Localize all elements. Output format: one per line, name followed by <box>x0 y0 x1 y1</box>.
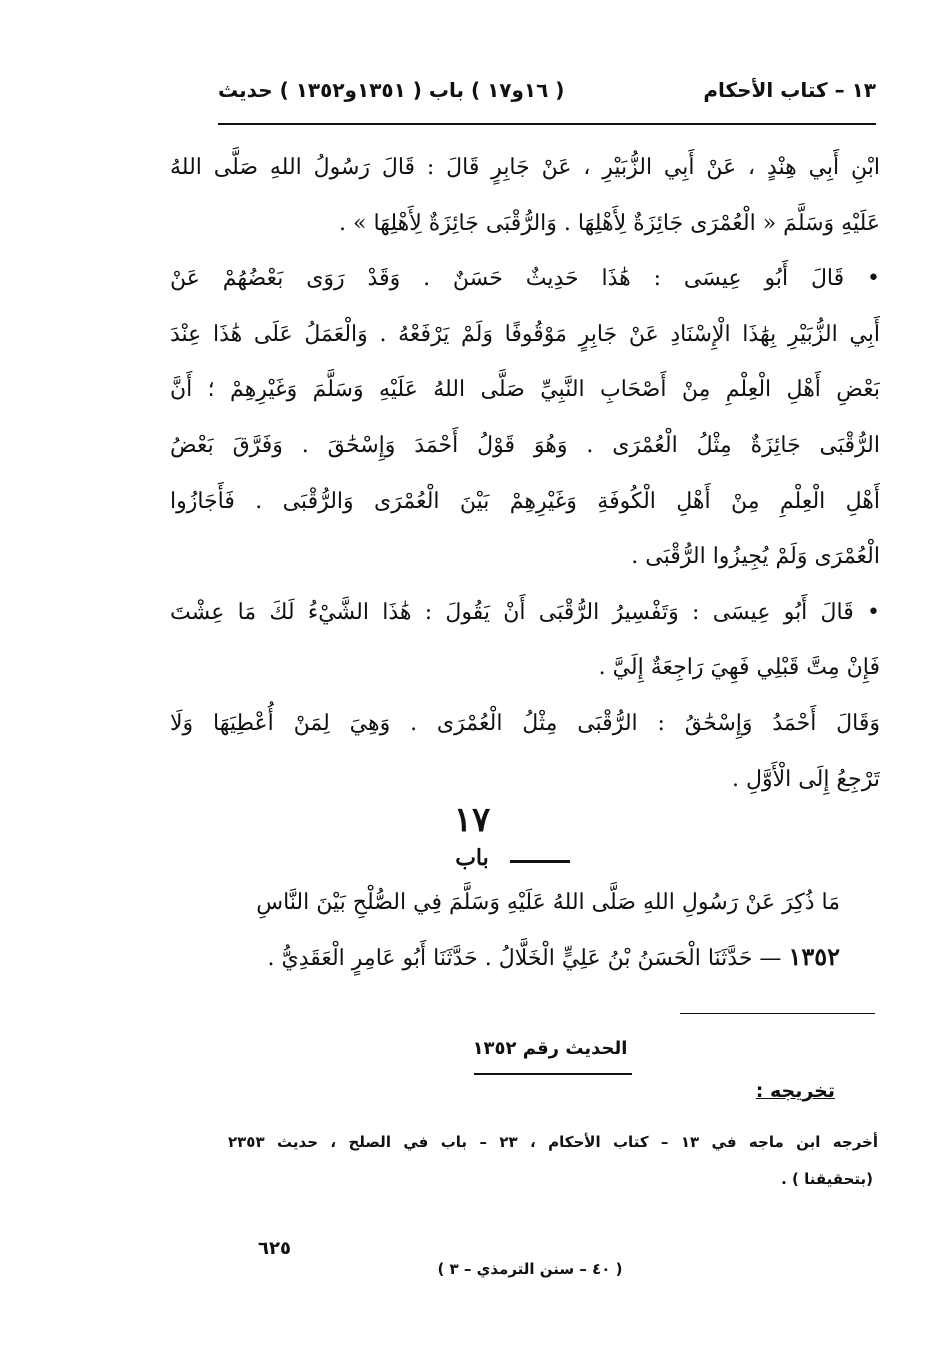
text-line: • قَالَ أَبُو عِيسَى : وَتَفْسِيرُ الرُّقْبَى أَنْ يَقُولَ : هَٰذَا الشَّيْءُ لَكَ مَا عِشْتَ <box>170 599 880 625</box>
header-rule <box>218 123 876 125</box>
chapter-number: ١٧ <box>453 800 491 840</box>
text-line: بَعْضِ أَهْلِ الْعِلْمِ مِنْ أَصْحَابِ النَّبِيِّ صَلَّى اللهُ عَلَيْهِ وَسَلَّمَ وَغَيْرِهِمْ ؛ أَنَّ <box>170 377 880 403</box>
header-reference: ( ١٦و١٧ ) باب ( ١٣٥١و١٣٥٢ ) حديث <box>218 78 565 102</box>
page-number: ٦٢٥ <box>258 1238 291 1259</box>
takhrij-reference: أخرجه ابن ماجه في ١٣ – كتاب الأحكام ، ٢٣ – باب في الصلح ، حديث ٢٣٥٣ <box>228 1133 878 1151</box>
footnote-heading: الحديث رقم ١٣٥٢ <box>472 1038 628 1059</box>
header-chapter: ١٣ – كتاب الأحكام <box>703 78 876 102</box>
main-text <box>170 140 880 807</box>
text-line: فَإِنْ مِتَّ قَبْلِي فَهِيَ رَاجِعَةٌ إِلَيَّ . <box>598 655 880 681</box>
footnote-heading-underline <box>474 1073 632 1075</box>
text-line: وَقَالَ أَحْمَدُ وَإِسْحَٰقُ : الرُّقْبَى مِثْلُ الْعُمْرَى . وَهِيَ لِمَنْ أُعْطِيَهَا وَلَا <box>170 710 880 736</box>
takhrij-label: تخريجه : <box>755 1080 835 1102</box>
hadith-number: ١٣٥٢ <box>788 942 840 971</box>
text-line: الْعُمْرَى وَلَمْ يُجِيزُوا الرُّقْبَى . <box>631 544 880 570</box>
hadith-opening <box>230 942 840 971</box>
text-line: ابْنِ أَبِي هِنْدٍ ، عَنْ أَبِي الزُّبَيْرِ ، عَنْ جَابِرٍ قَالَ : قَالَ رَسُولُ اللهِ صَلَّى اللهُ <box>170 155 880 180</box>
text-line: الرُّقْبَى جَائِزَةٌ مِثْلُ الْعُمْرَى . وَهُوَ قَوْلُ أَحْمَدَ وَإِسْحَٰقَ . وَفَرَّقَ بَعْضُ <box>170 432 880 458</box>
text-line: عَلَيْهِ وَسَلَّمَ « الْعُمْرَى جَائِزَةٌ لِأَهْلِهَا . وَالرُّقْبَى جَائِزَةٌ لِأَهْلِهَا » . <box>339 210 880 236</box>
takhrij-reference-tail: (بتحقيقنا ) . <box>781 1170 873 1188</box>
text-line: أَبِي الزُّبَيْرِ بِهَٰذَا الْإِسْنَادِ عَنْ جَابِرٍ مَوْقُوفًا وَلَمْ يَرْفَعْهُ . وَالْعَمَلُ عَلَى هَٰذَا عِنْدَ <box>170 321 880 347</box>
text-line: • قَالَ أَبُو عِيسَى : هَٰذَا حَدِيثٌ حَسَنٌ . وَقَدْ رَوَى بَعْضُهُمْ عَنْ <box>170 266 880 292</box>
footnote-rule <box>680 1013 875 1014</box>
text-line: تَرْجِعُ إِلَى الْأَوَّلِ . <box>732 766 880 792</box>
text-line: أَهْلِ الْعِلْمِ مِنْ أَهْلِ الْكُوفَةِ وَغَيْرِهِمْ بَيْنَ الْعُمْرَى وَالرُّقْبَى . فَأَجَازُوا <box>170 488 880 514</box>
chapter-title: مَا ذُكِرَ عَنْ رَسُولِ اللهِ صَلَّى اللهُ عَلَيْهِ وَسَلَّمَ فِي الصُّلْحِ بَيْنَ النَّاسِ <box>256 890 840 915</box>
page-footer: ( ٤٠ – سنن الترمذي – ٣ ) <box>437 1260 623 1278</box>
chapter-label-underline <box>510 860 570 863</box>
chapter-label: باب <box>455 845 489 871</box>
page-header <box>218 78 876 118</box>
hadith-isnad: — حَدَّثَنَا الْحَسَنُ بْنُ عَلِيٍّ الْخَلَّالُ . حَدَّثَنَا أَبُو عَامِرٍ الْعَقَدِيُّ . <box>267 946 782 971</box>
